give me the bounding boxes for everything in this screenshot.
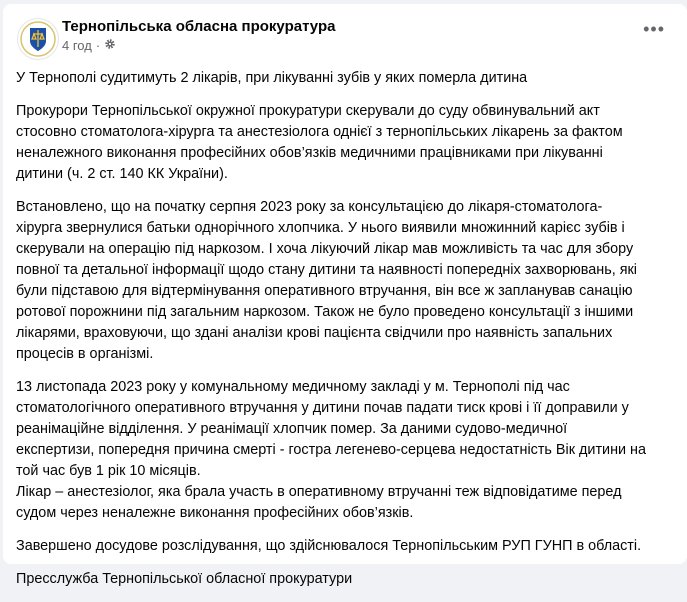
text-line: повної та детальної інформації щодо стану дитини та наявності попередніх захворювань, які: [16, 262, 637, 278]
text-line: Завершено досудове розслідування, що здійснювалося Тернопільським РУП ГУНП в області.: [16, 538, 642, 554]
text-line: 13 листопада 2023 року у комунальному медичному закладі у м. Тернополі під час: [16, 379, 570, 395]
post-paragraph: [16, 197, 676, 365]
post-time[interactable]: 4 год: [62, 38, 92, 53]
text-line: Прокурори Тернопільської окружної прокуратури скерували до суду обвинувальний акт: [16, 103, 600, 119]
text-line: судом через неналежне виконання професійних обов’язків.: [16, 505, 414, 521]
post-paragraph: [16, 101, 676, 185]
text-line: Пресслужба Тернопільської обласної прокуратури: [16, 571, 353, 587]
more-options-button[interactable]: •••: [643, 19, 665, 39]
text-line: дитини (ч. 2 ст. 140 КК України).: [16, 166, 228, 182]
meta-separator: ·: [95, 38, 101, 53]
gear-icon[interactable]: [104, 38, 116, 53]
post-meta: [62, 38, 116, 53]
post-text: [16, 68, 676, 602]
text-line: лікарями, враховуючи, що здані аналізи крові пацієнта свідчили про наявність запальних: [16, 325, 613, 341]
text-line: хірурга звернулися батьки однорічного хлопчика. У нього виявили множинний карієс зубів і: [16, 220, 625, 236]
post-paragraph: [16, 569, 676, 590]
page-avatar[interactable]: [17, 18, 59, 60]
post-paragraph: [16, 68, 676, 89]
text-line: стоматологічного оперативного втручання у дитини почав падати тиск крові і її доправили у: [16, 400, 629, 416]
text-line: Встановлено, що на початку серпня 2023 року за консультацією до лікаря-стоматолога-: [16, 199, 603, 215]
text-line: той час був 1 рік 10 місяців.: [16, 463, 201, 479]
prosecutor-emblem-icon: [18, 19, 58, 59]
text-line: скерували на операцію під наркозом. І хоча лікуючий лікар мав можливість та час для збору: [16, 241, 634, 257]
text-line: стосовно стоматолога-хірурга та анестезіолога однієї з тернопільських лікарень за фактом: [16, 124, 623, 140]
page-name[interactable]: Тернопільська обласна прокуратура: [62, 18, 336, 35]
text-line: експертизи, попередня причина смерті - гостра легенево-серцева недостатність Вік дитини на: [16, 442, 647, 458]
text-line: неналежного виконання професійних обов’язків медичними працівниками при лікуванні: [16, 145, 603, 161]
text-line: процесів в організмі.: [16, 346, 154, 362]
text-line: реанімаційне відділення. У реанімації хлопчик помер. За даними судово-медичної: [16, 421, 568, 437]
text-line: У Тернополі судитимуть 2 лікарів, при лікуванні зубів у яких померла дитина: [16, 70, 528, 86]
post-card: [3, 4, 687, 587]
text-line: Лікар – анестезіолог, яка брала участь в оперативному втручанні теж відповідатиме перед: [16, 484, 622, 500]
text-line: ротової порожнини під загальним наркозом. Також не було проведено консультації з іншими: [16, 304, 634, 320]
post-paragraph: [16, 377, 676, 524]
text-line: були підставою для відтермінування оперативного втручання, він все ж запланував санацію: [16, 283, 633, 299]
